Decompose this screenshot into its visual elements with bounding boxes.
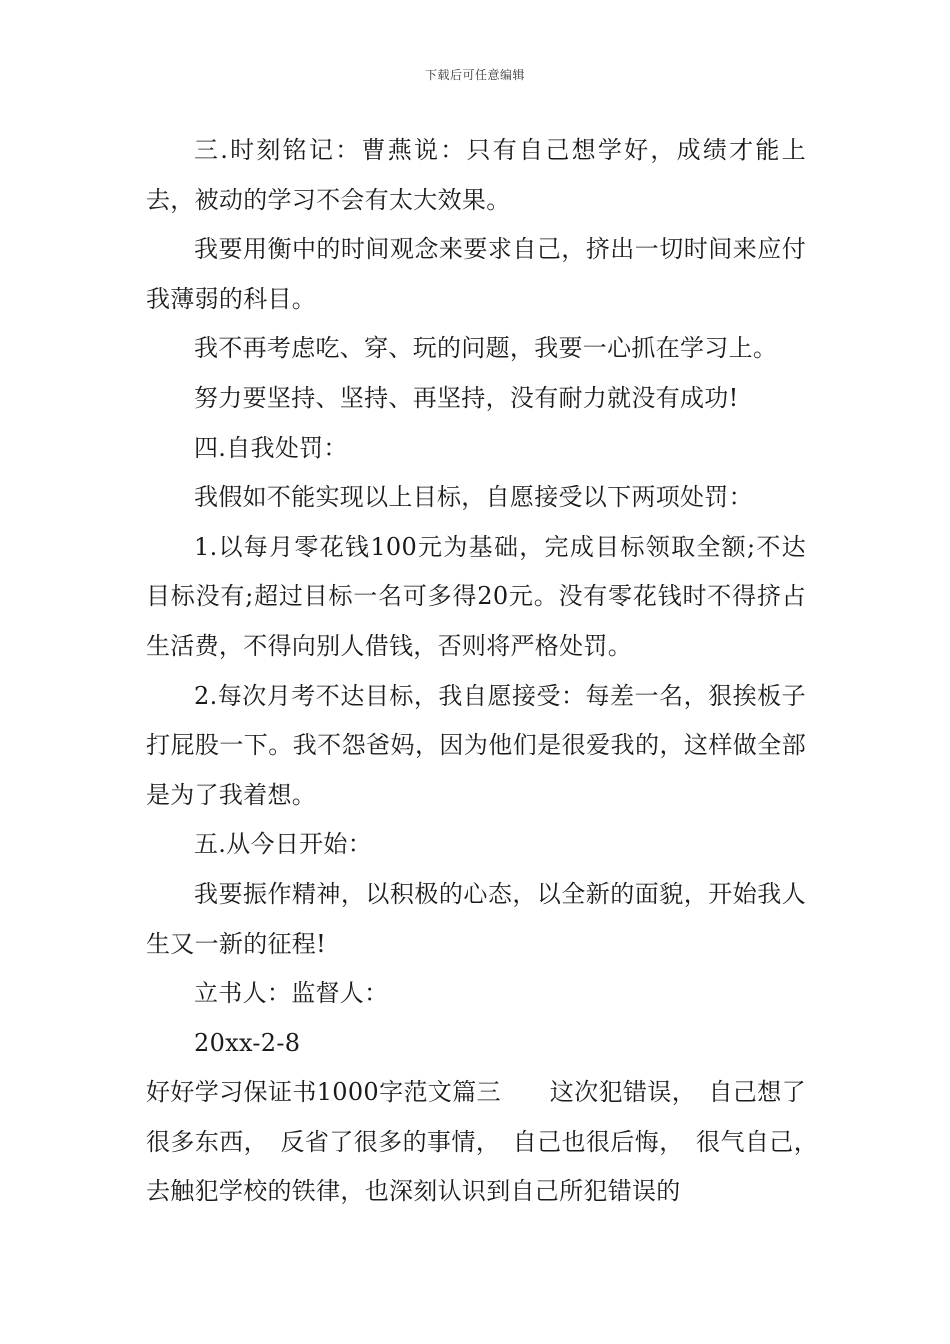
- paragraph-punishment-one: 1.以每月零花钱100元为基础，完成目标领取全额;不达目标没有;超过目标一名可多得20元。没有零花钱时不得挤占生活费，不得向别人借钱，否则将严格处罚。: [146, 532, 806, 660]
- date-line: 20xx-2-8: [194, 1028, 301, 1057]
- paragraph-new-start: 我要振作精神，以积极的心态，以全新的面貌，开始我人生又一新的征程!: [146, 879, 806, 958]
- paragraph-punishment-two: 2.每次月考不达目标，我自愿接受：每差一名，狠挨板子打屁股一下。我不怨爸妈，因为他们是很爱我的，这样做全部是为了我着想。: [146, 681, 806, 809]
- paragraph-section-three: 三.时刻铭记：曹燕说：只有自己想学好，成绩才能上去，被动的学习不会有太大效果。: [146, 136, 806, 214]
- paragraph-time-concept: 我要用衡中的时间观念来要求自己，挤出一切时间来应付我薄弱的科目。: [146, 235, 806, 313]
- paragraph-punishment-intro: 我假如不能实现以上目标，自愿接受以下两项处罚：: [194, 483, 753, 512]
- header-note: 下载后可任意编辑: [424, 68, 525, 82]
- paragraph-section-five: 五.从今日开始：: [194, 830, 373, 859]
- document-body: [146, 126, 831, 1217]
- paragraph-persist: 努力要坚持、坚持、再坚持，没有耐力就没有成功!: [194, 383, 739, 412]
- paragraph-focus-study: 我不再考虑吃、穿、玩的问题，我要一心抓在学习上。: [194, 334, 778, 363]
- signature-line: 立书人：监督人：: [194, 979, 389, 1008]
- paragraph-section-four: 四.自我处罚：: [194, 433, 348, 462]
- paragraph-essay-three: 好好学习保证书1000字范文篇三 这次犯错误， 自己想了很多东西， 反省了很多的事情， 自己也很后悔， 很气自己， 去触犯学校的铁律，也深刻认识到自己所犯错误的: [146, 1078, 831, 1206]
